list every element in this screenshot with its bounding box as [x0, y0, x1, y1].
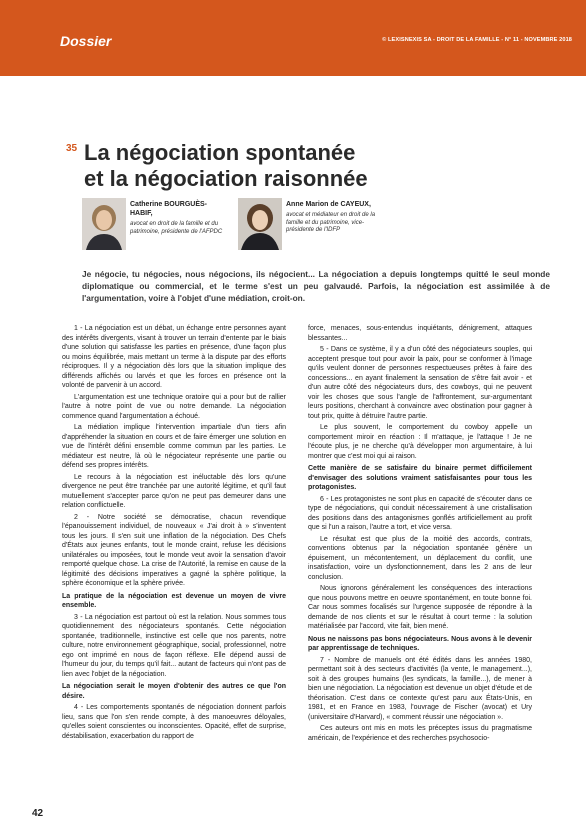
- subheading: Nous ne naissons pas bons négociateurs. Nous avons à le devenir par apprentissage de techniques.: [308, 635, 532, 652]
- paragraph: 4 - Les comportements spontanés de négociation donnent parfois lieu, sans que l'on s'en rende compte, à des manoeuvres déloyales, qu'elles soient conscientes ou inconscientes. Opacité, effet de surprise, déstabilisation, exacerbation du rapport de: [62, 704, 286, 740]
- subheading: La pratique de la négociation est devenue un moyen de vivre ensemble.: [62, 592, 286, 609]
- author-photo-2: [238, 198, 282, 250]
- paragraph: L'argumentation est une technique oratoire qui a pour but de rallier l'autre à notre point de vue ou notre demande. La négociation commence quand l'argumentation a échoué.: [62, 393, 286, 420]
- paragraph: 6 - Les protagonistes ne sont plus en capacité de s'écouter dans ce type de négociations, qui conduit nécessairement à une cristallisation des positions dans des antagonismes gonflés artificiellement au profit que si l'un a raison, l'autre a tort, et vice versa.: [308, 495, 532, 531]
- author-portrait-2: [238, 198, 282, 250]
- author-2: [286, 200, 386, 235]
- paragraph: Le plus souvent, le comportement du cowboy appelle un comportement miroir en réaction : Il m'attaque, je l'attaque ! Je ne l'écoute plus, je ne cherche qu'à développer mon argumentaire, à lui montrer que c'est moi qui ai raison.: [308, 424, 532, 460]
- paragraph: Le recours à la négociation est inéluctable dès lors qu'une divergence ne peut être tranchée par une autorité légitime, et qu'il faut mutuellement s'accepter parce qu'on ne peut pas demeurer dans une relation conflictuelle.: [62, 473, 286, 509]
- body-column-right: [308, 324, 532, 745]
- author-photo-1: [82, 198, 126, 250]
- body-column-left: [62, 324, 286, 743]
- paragraph: 5 - Dans ce système, il y a d'un côté des négociateurs souples, qui acceptent presque tout pour avoir la paix, pour se conformer à l'image qu'ils veulent donner de personnes respectueuses prêtes à faire des concessions... en ayant finalement la sensation de s'être fait avoir - et d'un autre côté des négociateurs durs, des cowboys, qui ne peuvent voir les choses que sous l'angle de l'affrontement, sur-argumentant leurs positions, cherchant à convaincre avec obstination pour gagner à tout prix, quitte à détruire l'autre partie.: [308, 346, 532, 420]
- paragraph: 2 - Notre société se démocratise, chacun revendique l'épanouissement individuel, de nouveaux « J'ai droit à » s'inventent tous les jours. Il s'en suit une inflation de la négociation. Des Chefs d'États aux jeunes enfants, tout le monde craint, refuse les décisions unilatérales ou imposées, tout le monde veut avoir la sensation d'avoir remporté quelque chose. La crise de l'Autorité, la remise en cause de la légitimité des décisions imperatives a gagné la sphère politique, la sphère économique et la sphère privée.: [62, 513, 286, 587]
- author-1-name: Catherine BOURGUÈS- HABIF,: [130, 201, 208, 217]
- header-band: [0, 0, 586, 76]
- article-title-line-1: La négociation spontanée: [84, 140, 356, 165]
- subheading: La négociation serait le moyen d'obtenir des autres ce que l'on désire.: [62, 683, 286, 700]
- article-number: 35: [66, 143, 78, 154]
- subheading: Cette manière de se satisfaire du binaire permet difficilement d'envisager des solutions vraiment satisfaisantes pour tous les protagonistes.: [308, 465, 532, 491]
- paragraph: force, menaces, sous-entendus inquiétants, dénigrement, attaques blessantes...: [308, 325, 532, 342]
- paragraph: Nous ignorons généralement les conséquences des interactions que nous pouvons mettre en oeuvre spontanément, en toute bonne foi. Car nous sommes focalisés sur l'urgence supposée de répondre à la demande de nos clients et sur le résultat à court terme : la solution matérialisée par l'accord, vite fait, bien mené.: [308, 585, 532, 630]
- paragraph: 1 - La négociation est un débat, un échange entre personnes ayant des intérêts divergents, visant à trouver un terrain d'entente par le biais d'une solution qui satisfasse les parties en présence, d'une façon plus ou moins équilibrée, mais mettant un terme à la dispute par des efforts réciproques. Il y a négociation dès lors que la situation implique des différends affichés ou larvés et que les forces en présence ont la volonté de parvenir à un accord.: [62, 325, 286, 389]
- author-2-role: avocat et médiateur en droit de la famille et du patrimoine, vice-présidente de l'IDFP: [286, 212, 376, 233]
- paragraph: Le résultat est que plus de la moitié des accords, contrats, conventions obtenus par la négociation spontanée génère un épuisement, un mécontentement, un déplacement du conflit, une insatisfaction, voire un dysfonctionnement, dans les 2 ans de leur conclusion.: [308, 535, 532, 581]
- paragraph: 3 - La négociation est partout où est la relation. Nous sommes tous quotidiennement des négociateurs spontanés. Cette négociation spontanée, traditionnelle, instinctive est celle que nos parents, notre culture, notre environnement géographique, social, professionnel, notre ego ont imprimé en nous de façon réflexe. Elle dépend aussi de l'humeur du jour, du temps qu'il fait... autant de facteurs qui n'ont pas de lien avec l'objet de la négociation.: [62, 613, 286, 678]
- publication-meta: © LEXISNEXIS SA - DROIT DE LA FAMILLE - N° 11 - NOVEMBRE 2018: [382, 37, 572, 43]
- article-lede: Je négocie, tu négocies, nous négocions, ils négocient... La négociation a depuis longtemps quitté le seul monde diplomatique ou commercial, et le terme s'est un peu galvaudé. Parfois, la négociation est assimilée à de l'argumentation, voire à l'objet d'une médiation, croit-on.: [82, 269, 550, 303]
- author-1-role: avocat en droit de la famille et du patrimoine, présidente de l'AFPDC: [130, 221, 223, 235]
- paragraph: La médiation implique l'intervention impartiale d'un tiers afin d'appréhender la situation en cours et de faire émerger une solution en vue de l'intérêt défini ensemble comme commun par les parties. Le médiateur est neutre, là où le négociateur représente une partie ou défend ses propres intérêts.: [62, 424, 286, 469]
- section-label: Dossier: [60, 33, 112, 49]
- page-number: 42: [32, 808, 44, 819]
- author-1: [130, 200, 234, 236]
- author-2-name: Anne Marion de CAYEUX,: [286, 201, 371, 208]
- article-title-line-2: et la négociation raisonnée: [84, 166, 368, 191]
- article-title: [84, 140, 504, 192]
- paragraph: Ces auteurs ont mis en mots les préceptes issus du pragmatisme américain, de l'expérience et des recherches psychosocio-: [308, 725, 532, 742]
- paragraph: 7 - Nombre de manuels ont été édités dans les années 1980, permettant soit à des secteurs d'activités (la vente, le management...), soit à des groupes humains (les syndicats, la famille...), de mener à bien une négociation. La négociation est devenue un objet d'étude et de théorisation. C'est dans ce contexte qu'est paru aux États-Unis, en 1981, et en France en 1983, l'ouvrage de Fischer (avocat) et Ury (universitaire d'Harvard), « comment réussir une négociation ».: [308, 656, 532, 721]
- author-portrait-1: [82, 198, 126, 250]
